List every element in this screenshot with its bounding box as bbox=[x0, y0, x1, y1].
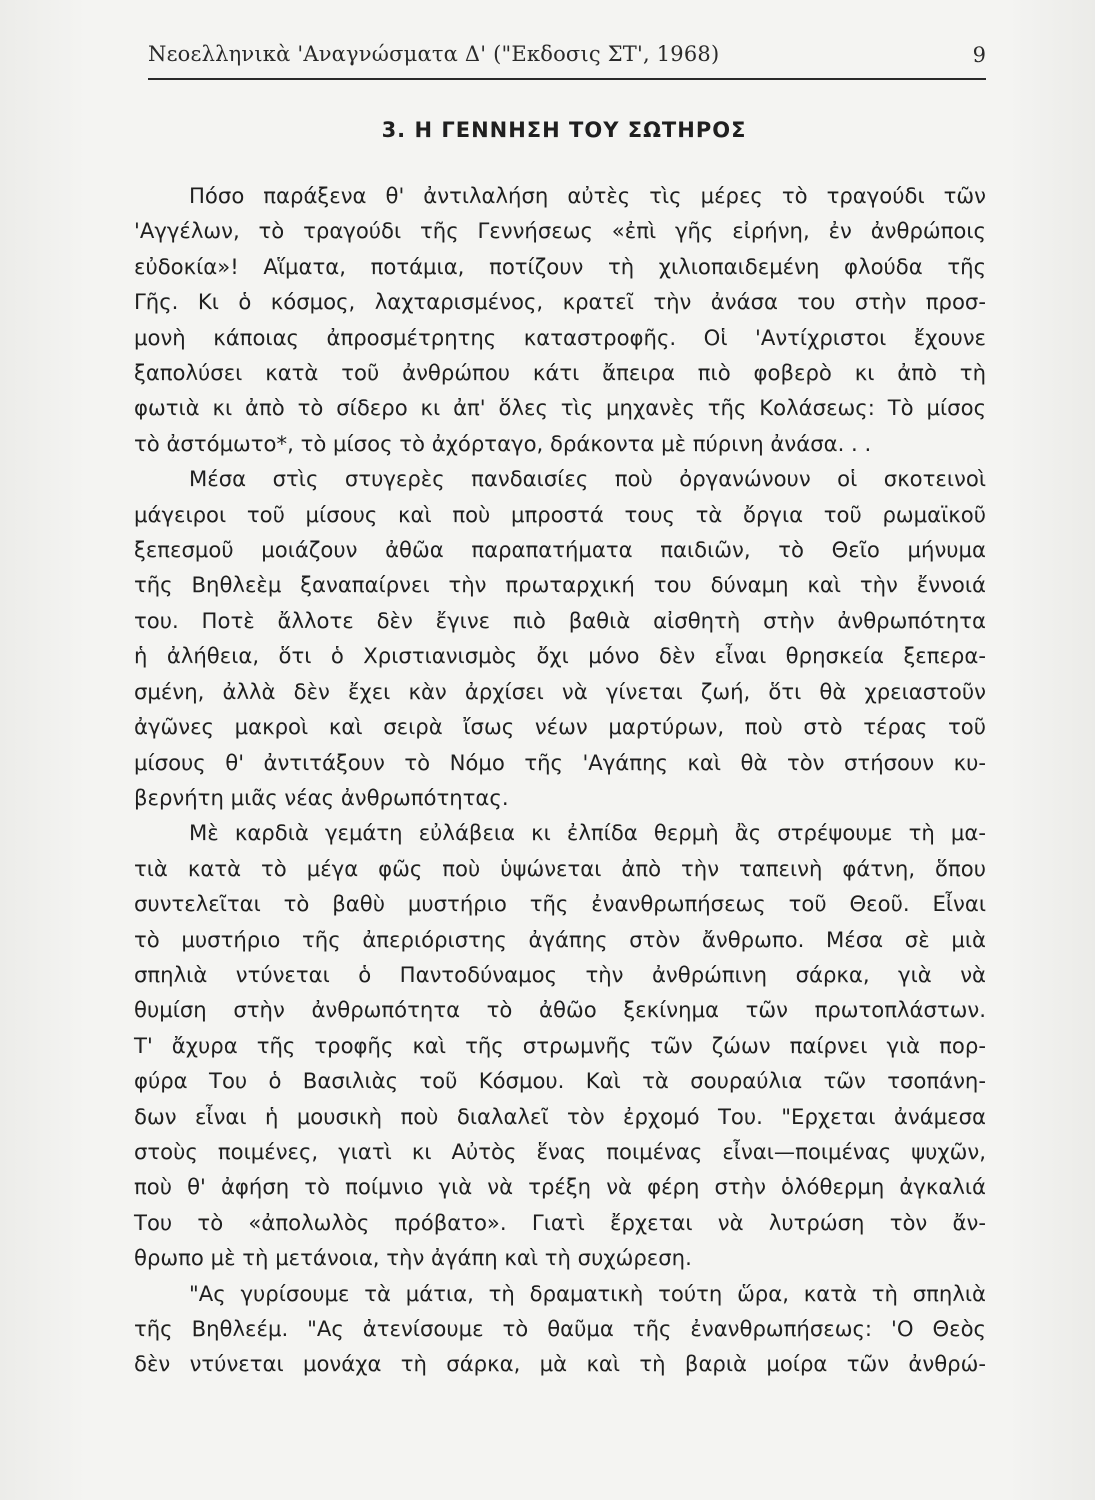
running-title: Νεοελληνικὰ 'Αναγνώσματα Δ' ("Εκδοσις ΣΤ', 1968) bbox=[148, 42, 720, 66]
text-line: δων εἶναι ἡ μουσικὴ ποὺ διαλαλεῖ τὸν ἐρχομό Του. "Ερχεται ἀνάμεσα bbox=[134, 1103, 986, 1129]
text-line: μίσους θ' ἀντιτάξουν τὸ Νόμο τῆς 'Αγάπης καὶ θὰ τὸν στήσουν κυ- bbox=[134, 749, 986, 775]
running-header bbox=[148, 38, 986, 80]
text-line: εὐδοκία»! Αἵματα, ποτάμια, ποτίζουν τὴ χιλιοπαιδεμένη φλούδα τῆς bbox=[134, 253, 986, 279]
body-text bbox=[134, 178, 986, 1382]
page-number: 9 bbox=[972, 43, 986, 67]
text-line: σμένη, ἀλλὰ δὲν ἔχει κὰν ἀρχίσει νὰ γίνεται ζωή, ὅτι θὰ χρειαστοῦν bbox=[134, 678, 986, 704]
text-line: τῆς Βηθλεέμ. "Ας ἀτενίσουμε τὸ θαῦμα τῆς ἐνανθρωπήσεως: 'Ο Θεὸς bbox=[134, 1316, 986, 1341]
text-line: θυμίση στὴν ἀνθρωπότητα τὸ ἀθῶο ξεκίνημα τῶν πρωτοπλάστων. bbox=[134, 997, 986, 1023]
paragraph-3 bbox=[134, 815, 986, 1275]
text-line: θρωπο μὲ τὴ μετάνοια, τὴν ἀγάπη καὶ τὴ συχώρεση. bbox=[134, 1245, 692, 1271]
text-line: Μὲ καρδιὰ γεμάτη εὐλάβεια κι ἐλπίδα θερμὴ ἂς στρέψουμε τὴ μα- bbox=[189, 820, 986, 846]
paragraph-2 bbox=[134, 461, 986, 815]
text-line: ξαπολύσει κατὰ τοῦ ἀνθρώπου κάτι ἄπειρα πιὸ φοβερὸ κι ἀπὸ τὴ bbox=[134, 360, 986, 386]
text-line: Γῆς. Κι ὁ κόσμος, λαχταρισμένος, κρατεῖ τὴν ἀνάσα του στὴν προσ- bbox=[134, 289, 986, 315]
text-line: Μέσα στὶς στυγερὲς πανδαισίες ποὺ ὀργανώνουν οἱ σκοτεινοὶ bbox=[189, 466, 986, 492]
text-line: ξεπεσμοῦ μοιάζουν ἀθῶα παραπατήματα παιδιῶν, τὸ Θεῖο μήνυμα bbox=[134, 537, 986, 563]
text-line: μονὴ κάποιας ἀπροσμέτρητης καταστροφῆς. Οἱ 'Αντίχριστοι ἔχουνε bbox=[134, 324, 986, 350]
text-line: βερνήτη μιᾶς νέας ἀνθρωπότητας. bbox=[134, 784, 509, 810]
text-line: δὲν ντύνεται μονάχα τὴ σάρκα, μὰ καὶ τὴ βαριὰ μοίρα τῶν ἀνθρώ- bbox=[134, 1351, 986, 1377]
text-line: φωτιὰ κι ἀπὸ τὸ σίδερο κι ἀπ' ὅλες τὶς μηχανὲς τῆς Κολάσεως: Τὸ μίσος bbox=[134, 395, 986, 421]
text-line: σπηλιὰ ντύνεται ὁ Παντοδύναμος τὴν ἀνθρώπινη σάρκα, γιὰ νὰ bbox=[134, 961, 986, 987]
chapter-title: 3. Η ΓΕΝΝΗΣΗ ΤΟΥ ΣΩΤΗΡΟΣ bbox=[381, 118, 747, 142]
text-line: ἡ ἀλήθεια, ὅτι ὁ Χριστιανισμὸς ὄχι μόνο δὲν εἶναι θρησκεία ξεπερα- bbox=[134, 643, 986, 669]
text-line: συντελεῖται τὸ βαθὺ μυστήριο τῆς ἐνανθρωπήσεως τοῦ Θεοῦ. Εἶναι bbox=[134, 891, 986, 917]
text-line: Πόσο παράξενα θ' ἀντιλαλήση αὐτὲς τὶς μέρες τὸ τραγούδι τῶν bbox=[189, 183, 986, 208]
text-line: μάγειροι τοῦ μίσους καὶ ποὺ μπροστά τους τὰ ὄργια τοῦ ρωμαϊκοῦ bbox=[134, 501, 986, 527]
text-line: "Ας γυρίσουμε τὰ μάτια, τὴ δραματικὴ τούτη ὥρα, κατὰ τὴ σπηλιὰ bbox=[189, 1280, 986, 1306]
text-line: ποὺ θ' ἀφήση τὸ ποίμνιο γιὰ νὰ τρέξη νὰ φέρη στὴν ὁλόθερμη ἀγκαλιά bbox=[134, 1174, 986, 1200]
text-line: τιὰ κατὰ τὸ μέγα φῶς ποὺ ὑψώνεται ἀπὸ τὴν ταπεινὴ φάτνη, ὅπου bbox=[134, 855, 986, 881]
text-line: ἀγῶνες μακροὶ καὶ σειρὰ ἴσως νέων μαρτύρων, ποὺ στὸ τέρας τοῦ bbox=[134, 714, 986, 740]
text-line: φύρα Του ὁ Βασιλιὰς τοῦ Κόσμου. Καὶ τὰ σουραύλια τῶν τσοπάνη- bbox=[134, 1068, 986, 1094]
text-line: Τ' ἄχυρα τῆς τροφῆς καὶ τῆς στρωμνῆς τῶν ζώων παίρνει γιὰ πορ- bbox=[134, 1032, 986, 1058]
text-line: τὸ μυστήριο τῆς ἀπεριόριστης ἀγάπης στὸν ἄνθρωπο. Μέσα σὲ μιὰ bbox=[134, 926, 986, 952]
text-line: 'Αγγέλων, τὸ τραγούδι τῆς Γεννήσεως «ἐπὶ γῆς εἰρήνη, ἐν ἀνθρώποις bbox=[134, 218, 986, 244]
text-line: τῆς Βηθλεὲμ ξαναπαίρνει τὴν πρωταρχική του δύναμη καὶ τὴν ἔννοιά bbox=[134, 572, 986, 598]
text-line: τὸ ἀστόμωτο*, τὸ μίσος τὸ ἀχόρταγο, δράκοντα μὲ πύρινη ἀνάσα. . . bbox=[134, 430, 872, 456]
text-line: Του τὸ «ἀπολωλὸς πρόβατο». Γιατὶ ἔρχεται νὰ λυτρώση τὸν ἄν- bbox=[134, 1209, 986, 1235]
paragraph-4 bbox=[134, 1276, 986, 1382]
text-line: στοὺς ποιμένες, γιατὶ κι Αὐτὸς ἕνας ποιμένας εἶναι—ποιμένας ψυχῶν, bbox=[134, 1138, 986, 1164]
text-line: του. Ποτὲ ἄλλοτε δὲν ἔγινε πιὸ βαθιὰ αἰσθητὴ στὴν ἀνθρωπότητα bbox=[134, 607, 986, 633]
paragraph-1 bbox=[134, 178, 986, 461]
